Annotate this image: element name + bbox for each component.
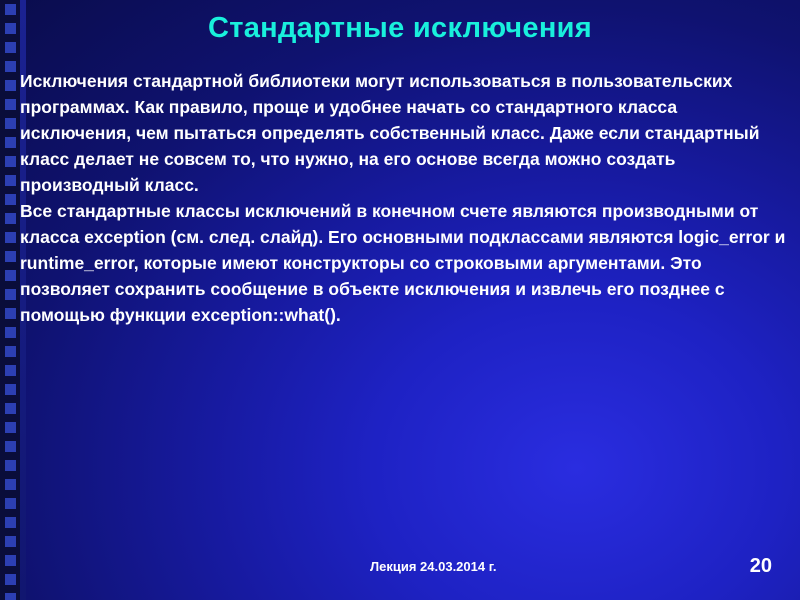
strip-square (5, 479, 16, 490)
strip-square (5, 346, 16, 357)
strip-square (5, 536, 16, 547)
strip-square (5, 156, 16, 167)
strip-square (5, 137, 16, 148)
strip-square (5, 327, 16, 338)
strip-square (5, 118, 16, 129)
strip-square (5, 213, 16, 224)
strip-square (5, 498, 16, 509)
strip-square (5, 308, 16, 319)
strip-square (5, 61, 16, 72)
strip-square (5, 422, 16, 433)
slide-title: Стандартные исключения (207, 12, 593, 44)
strip-square (5, 289, 16, 300)
strip-square (5, 384, 16, 395)
strip-square (5, 441, 16, 452)
strip-square (5, 517, 16, 528)
strip-square (5, 574, 16, 585)
strip-square (5, 175, 16, 186)
strip-square (5, 365, 16, 376)
paragraph-2: Все стандартные классы исключений в конечном счете являются производными от класса exception (см. след. слайд). Его основными подклассами являются logic_error и runtime_error, которые имеют конструкторы со строковыми аргументами. Это позволяет сохранить сообщение в объекте исключения и извлечь его позднее с помощью функции exception::what(). (20, 201, 786, 325)
strip-square (5, 593, 16, 600)
strip-square (5, 403, 16, 414)
strip-square (5, 194, 16, 205)
strip-square (5, 460, 16, 471)
strip-square (5, 270, 16, 281)
strip-square (5, 232, 16, 243)
slide-body (20, 68, 790, 328)
strip-square (5, 99, 16, 110)
strip-square (5, 80, 16, 91)
page-number: 20 (749, 555, 772, 577)
strip-square (5, 251, 16, 262)
paragraph-1: Исключения стандартной библиотеки могут использоваться в пользовательских программах. Как правило, проще и удобнее начать со стандартного класса исключения, чем пытаться определять собственный класс. Даже если стандартный класс делает не совсем то, что нужно, на его основе всегда можно создать производный класс. (20, 71, 760, 195)
left-decorative-strip (0, 0, 20, 600)
strip-square (5, 555, 16, 566)
slide-footer: Лекция 24.03.2014 г. (370, 559, 497, 574)
